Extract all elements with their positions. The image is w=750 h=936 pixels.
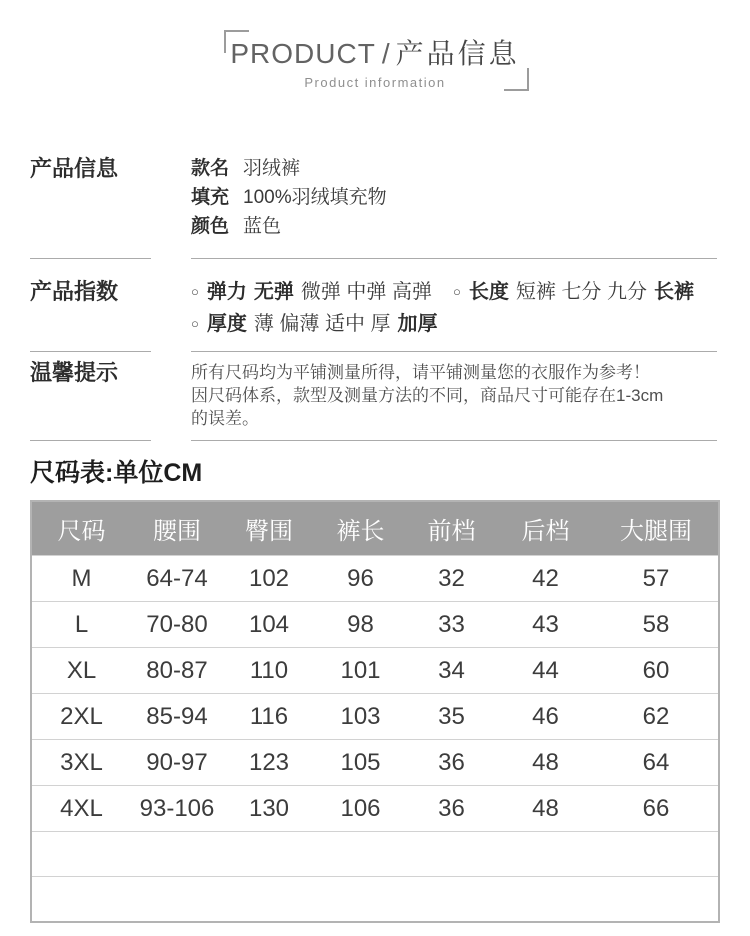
info-key: 颜色 [191,216,230,237]
cell: 98 [315,602,406,648]
index-thickness-options: 薄 偏薄 适中 厚 [253,313,391,335]
table-row-l [31,602,719,648]
cell: 48 [497,786,594,832]
cell: 36 [406,786,497,832]
section-gap [151,259,191,352]
table-row-empty [31,877,719,923]
index-length-options: 短裤 七分 九分 [515,281,647,303]
cell: 3XL [31,740,131,786]
index-line-elastic-length [191,276,717,308]
table-row-empty [31,832,719,877]
table-row-3xl [31,740,719,786]
cell: 101 [315,648,406,694]
cell: 60 [594,648,719,694]
cell: M [31,556,131,602]
cell: 4XL [31,786,131,832]
index-elastic-selected: 无弹 [253,281,294,303]
cell: 102 [223,556,315,602]
info-value: 蓝色 [243,216,282,237]
info-row-filling [191,183,717,212]
table-row-4xl [31,786,719,832]
section-gap [151,146,191,259]
section-gap [151,352,191,441]
cell: 34 [406,648,497,694]
table-row-xl [31,648,719,694]
circle-bullet-icon: ○ [191,284,199,299]
circle-bullet-icon: ○ [452,284,461,299]
header-title-chinese: 产品信息 [395,38,520,69]
cell: 70-80 [131,602,223,648]
info-value: 羽绒裤 [243,158,301,179]
section-product-index [30,259,717,352]
index-elastic-name: 弹力 [206,281,247,303]
cell: L [31,602,131,648]
section-content-product-info [191,146,717,259]
cell: 80-87 [131,648,223,694]
cell: 35 [406,694,497,740]
cell: 116 [223,694,315,740]
header-title-separator: / [381,38,390,69]
size-table-header-row [31,501,719,556]
cell: 48 [497,740,594,786]
tips-line: 的误差。 [191,409,259,428]
cell: 93-106 [131,786,223,832]
column-header-pants-length: 裤长 [315,501,406,556]
index-length-selected: 长裤 [653,281,694,303]
empty-cell [31,832,719,877]
table-row-2xl [31,694,719,740]
cell: 110 [223,648,315,694]
cell: 44 [497,648,594,694]
cell: XL [31,648,131,694]
cell: 32 [406,556,497,602]
cell: 90-97 [131,740,223,786]
header-title-english: PRODUCT [230,38,376,69]
cell: 62 [594,694,719,740]
index-line-thickness [191,308,717,340]
cell: 42 [497,556,594,602]
cell: 33 [406,602,497,648]
index-length-name: 长度 [468,281,509,303]
tips-line: 因尺码体系，款型及测量方法的不同，商品尺寸可能存在1-3cm [191,386,664,405]
cell: 104 [223,602,315,648]
info-key: 填充 [191,187,230,208]
section-content-tips [191,352,717,441]
header-title [0,38,750,70]
section-label-product-index: 产品指数 [30,259,151,352]
page-header [0,0,750,120]
column-header-hip: 臀围 [223,501,315,556]
cell: 57 [594,556,719,602]
info-row-color [191,212,717,241]
column-header-waist: 腰围 [131,501,223,556]
cell: 106 [315,786,406,832]
cell: 66 [594,786,719,832]
cell: 130 [223,786,315,832]
size-chart-table [30,500,720,923]
column-header-thigh: 大腿围 [594,501,719,556]
info-value: 100%羽绒填充物 [243,187,387,208]
index-thickness-selected: 加厚 [397,313,438,335]
tips-line: 所有尺码均为平铺测量所得，请平铺测量您的衣服作为参考！ [191,363,650,382]
info-row-style-name [191,154,717,183]
cell: 123 [223,740,315,786]
index-elastic-options: 微弹 中弹 高弹 [300,281,432,303]
column-header-size: 尺码 [31,501,131,556]
circle-bullet-icon: ○ [191,316,199,331]
info-sections [30,146,717,441]
empty-cell [31,877,719,923]
header-text-block [0,38,750,90]
size-chart-title: 尺码表:单位CM [30,459,203,487]
cell: 103 [315,694,406,740]
section-tips [30,352,717,441]
cell: 46 [497,694,594,740]
cell: 36 [406,740,497,786]
section-label-tips: 温馨提示 [30,352,151,441]
cell: 2XL [31,694,131,740]
cell: 105 [315,740,406,786]
column-header-back-rise: 后档 [497,501,594,556]
cell: 96 [315,556,406,602]
cell: 64-74 [131,556,223,602]
cell: 64 [594,740,719,786]
section-content-product-index [191,259,717,352]
cell: 85-94 [131,694,223,740]
section-product-info [30,146,717,259]
info-key: 款名 [191,158,230,179]
index-thickness-name: 厚度 [206,313,247,335]
cell: 43 [497,602,594,648]
table-row-m [31,556,719,602]
column-header-front-rise: 前档 [406,501,497,556]
cell: 58 [594,602,719,648]
section-label-product-info: 产品信息 [30,146,151,259]
header-subtitle: Product information [304,75,446,90]
